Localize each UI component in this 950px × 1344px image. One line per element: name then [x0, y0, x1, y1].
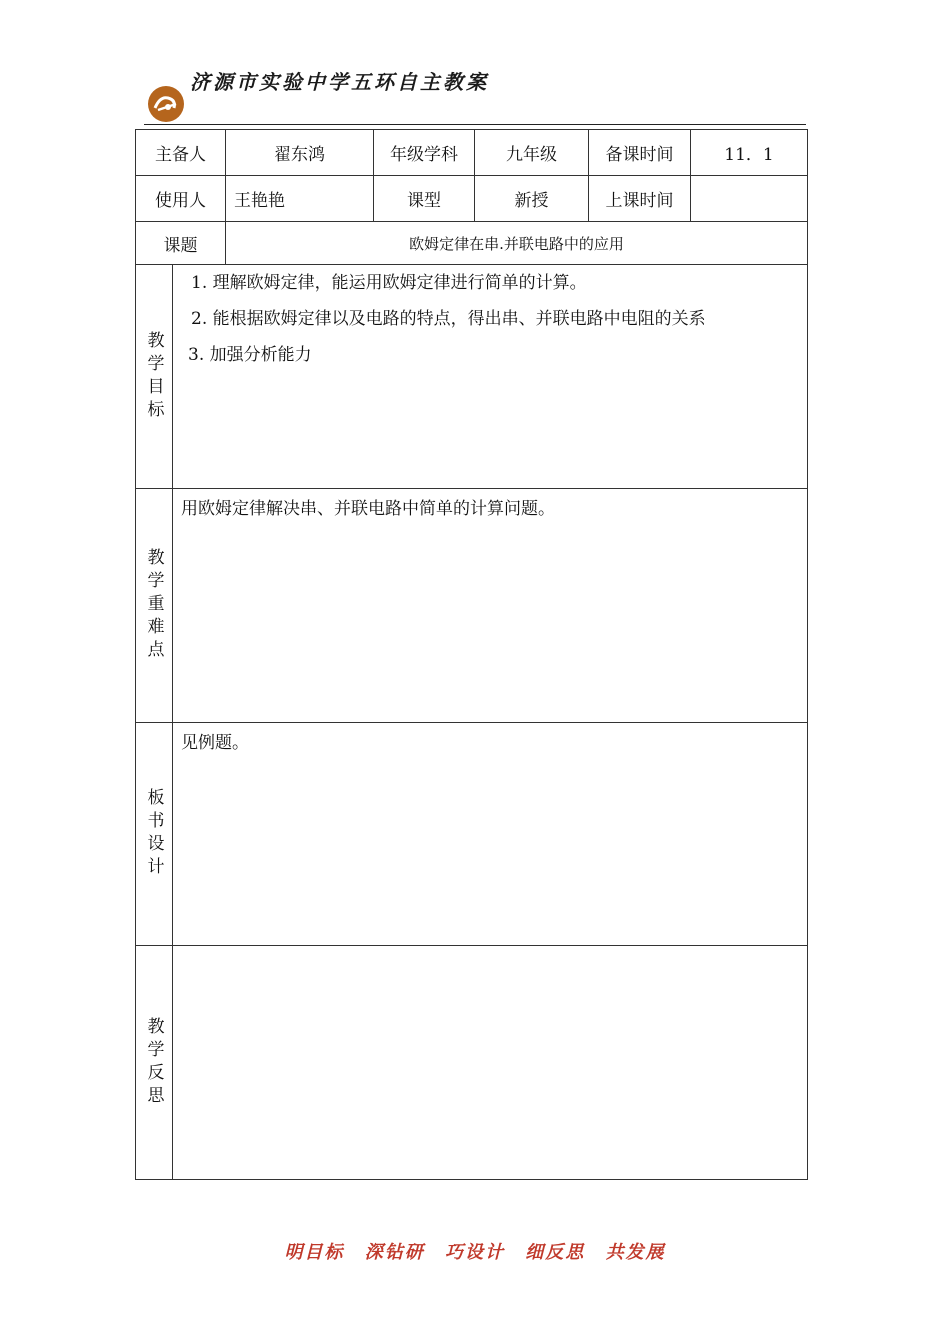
lesson-type-value: 新授 [475, 176, 589, 222]
class-time-value [691, 176, 808, 222]
motto-item: 明目标 [284, 1242, 345, 1263]
section-content [173, 489, 808, 723]
user-label: 使用人 [136, 176, 226, 222]
lesson-plan-table [135, 129, 808, 1180]
board-design-line: 见例题。 [181, 733, 249, 753]
section-objectives [136, 265, 808, 489]
table-row [136, 130, 808, 176]
motto-item: 共发展 [605, 1242, 666, 1263]
key-point-line: 用欧姆定律解决串、并联电路中简单的计算问题。 [181, 499, 555, 519]
section-content [173, 946, 808, 1180]
school-logo-icon [146, 84, 186, 124]
user-value: 王艳艳 [226, 176, 374, 222]
class-time-label: 上课时间 [589, 176, 691, 222]
section-key-points [136, 489, 808, 723]
table-row [136, 176, 808, 222]
preparer-value: 翟东鸿 [226, 130, 374, 176]
prep-time-value: 11．1 [691, 130, 808, 176]
section-board-design [136, 723, 808, 946]
lesson-type-label: 课型 [374, 176, 475, 222]
section-label: 板书设计 [136, 723, 173, 946]
topic-value: 欧姆定律在串.并联电路中的应用 [226, 222, 808, 265]
footer-motto [0, 1238, 950, 1264]
school-title: 济源市实验中学五环自主教案 [190, 70, 489, 94]
preparer-label: 主备人 [136, 130, 226, 176]
header-divider [144, 124, 806, 125]
motto-item: 深钻研 [364, 1242, 425, 1263]
section-label: 教学重难点 [136, 489, 173, 723]
section-content [173, 723, 808, 946]
grade-subject-label: 年级学科 [374, 130, 475, 176]
objective-line: 1. 理解欧姆定律，能运用欧姆定律进行简单的计算。 [191, 273, 587, 293]
topic-label: 课题 [136, 222, 226, 265]
page-header [0, 0, 950, 130]
motto-item: 细反思 [525, 1242, 586, 1263]
section-label: 教学反思 [136, 946, 173, 1180]
prep-time-label: 备课时间 [589, 130, 691, 176]
objective-line: 2. 能根据欧姆定律以及电路的特点，得出串、并联电路中电阻的关系 [191, 309, 706, 329]
grade-subject-value: 九年级 [475, 130, 589, 176]
section-reflection [136, 946, 808, 1180]
objective-line: 3. 加强分析能力 [188, 345, 312, 365]
table-row [136, 222, 808, 265]
motto-item: 巧设计 [445, 1242, 505, 1263]
section-label: 教学目标 [136, 265, 173, 489]
section-content [173, 265, 808, 489]
